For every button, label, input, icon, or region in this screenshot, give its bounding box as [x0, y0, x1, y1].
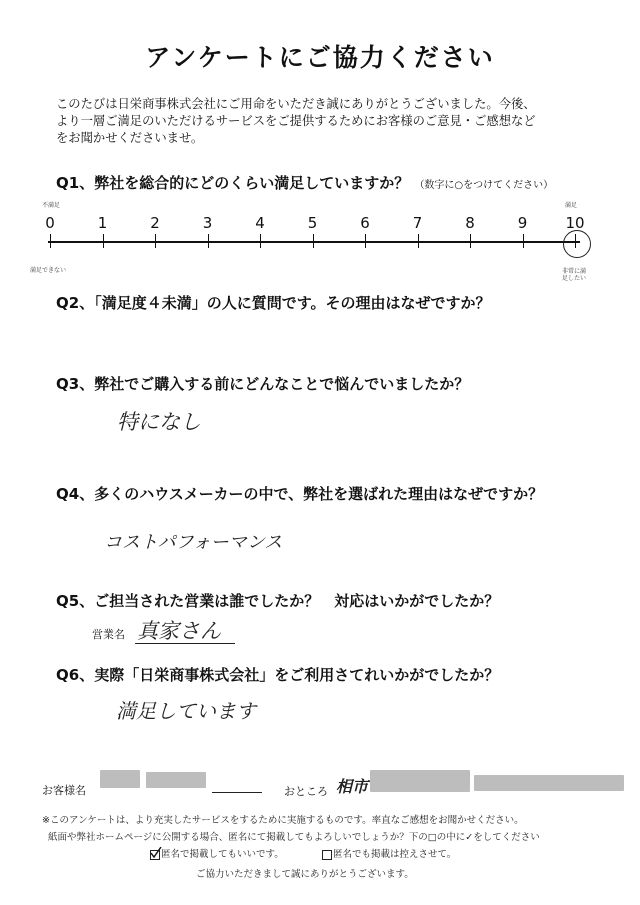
scale-left-top-label: 不満足: [42, 202, 61, 209]
answer-6: 満足しています: [116, 699, 256, 723]
scale-right-bottom-label: 非常に満足したい: [562, 268, 587, 282]
question-3: Q3、弊社でご購入する前にどんなことで悩んでいましたか？: [56, 375, 470, 393]
scale-tick-3: [208, 234, 209, 248]
checkbox-anonymous-ng[interactable]: [322, 850, 332, 860]
option-anonymous-ok-label: 匿名で掲載してもいいです。: [161, 849, 284, 860]
footer-line-1: ※このアンケートは、より充実したサービスをするために実施するものです。率直なご感想をお聞かせください。: [42, 815, 524, 826]
scale-number-7: 7: [412, 214, 423, 232]
scale-number-0: 0: [45, 214, 55, 232]
question-4: Q4、多くのハウスメーカーの中で、弊社を選ばれた理由はなぜですか？: [56, 485, 544, 503]
scale-tick-4: [260, 234, 261, 248]
footer-thanks: ご協力いただきまして誠にありがとうございます。: [196, 869, 414, 880]
scale-tick-8: [470, 234, 471, 248]
footer-line-2: 紙面や弊社ホームページに公開する場合、匿名にて掲載してもよろしいでしょうか？下の□の中に✓をしてください: [48, 832, 540, 843]
address-visible: 相市: [336, 777, 369, 796]
answer-5: 真家さん: [137, 619, 221, 643]
scale-tick-6: [365, 234, 366, 248]
redacted-address-1: [370, 770, 470, 792]
scale-tick-5: [313, 234, 314, 248]
scale-tick-7: [418, 234, 419, 248]
scale-number-6: 6: [360, 214, 370, 232]
question-1-note: （数字に○をつけてください）: [414, 180, 554, 191]
scale-number-2: 2: [150, 214, 160, 232]
option-anonymous-ng-label: 匿名でも掲載は控えさせて。: [333, 849, 457, 860]
option-anonymous-ok[interactable]: [150, 846, 284, 860]
scale-number-3: 3: [202, 214, 213, 232]
scale-tick-9: [523, 234, 524, 248]
intro-line-3: をお聞かせくださいませ。: [56, 131, 204, 145]
scale-number-5: 5: [307, 214, 318, 232]
question-1: [56, 172, 553, 193]
checkmark-icon: [150, 847, 162, 859]
scale-tick-1: [103, 234, 104, 248]
redacted-name-1: [100, 770, 140, 788]
scale-number-9: 9: [517, 214, 528, 232]
scale-tick-0: [50, 234, 51, 248]
sales-rep-label: 営業名: [92, 628, 125, 641]
scale-left-bottom-label: 満足できない: [30, 267, 67, 274]
intro-line-2: より一層ご満足のいただけるサービスをご提供するためにお客様のご意見・ご感想など: [56, 114, 536, 128]
scale-number-8: 8: [465, 214, 475, 232]
redacted-address-2: [474, 775, 624, 791]
page-title: アンケートにご協力ください: [145, 43, 495, 72]
customer-name-label: お客様名: [42, 784, 86, 797]
answer-4: コストパフォーマンス: [104, 532, 283, 553]
satisfaction-scale[interactable]: [48, 232, 580, 252]
intro-line-1: このたびは日栄商事株式会社にご用命をいただき誠にありがとうございました。今後、: [56, 97, 536, 111]
redacted-name-2: [146, 772, 206, 788]
scale-tick-2: [155, 234, 156, 248]
scale-number-10: 10: [565, 214, 585, 232]
scale-right-top-label: 満足: [565, 202, 578, 209]
answer-5-underline: [135, 643, 235, 644]
question-2: Q2、「満足度４未満」の人に質問です。その理由はなぜですか？: [56, 294, 491, 312]
answer-3: 特になし: [117, 410, 201, 434]
scale-number-4: 4: [255, 214, 265, 232]
checkbox-anonymous-ok[interactable]: [150, 850, 160, 860]
address-label: おところ: [284, 785, 328, 798]
name-underline: [212, 792, 262, 793]
question-6: Q6、実際「日栄商事株式会社」をご利用さてれいかがでしたか？: [56, 666, 500, 684]
option-anonymous-ng[interactable]: [322, 846, 456, 860]
question-5: Q5、ご担当された営業は誰でしたか？ 対応はいかがでしたか？: [56, 592, 500, 610]
selected-circle: [563, 230, 591, 258]
scale-number-1: 1: [97, 214, 108, 232]
scale-line: [48, 241, 580, 243]
question-1-text: Q1、弊社を総合的にどのくらい満足していますか？: [56, 174, 410, 192]
